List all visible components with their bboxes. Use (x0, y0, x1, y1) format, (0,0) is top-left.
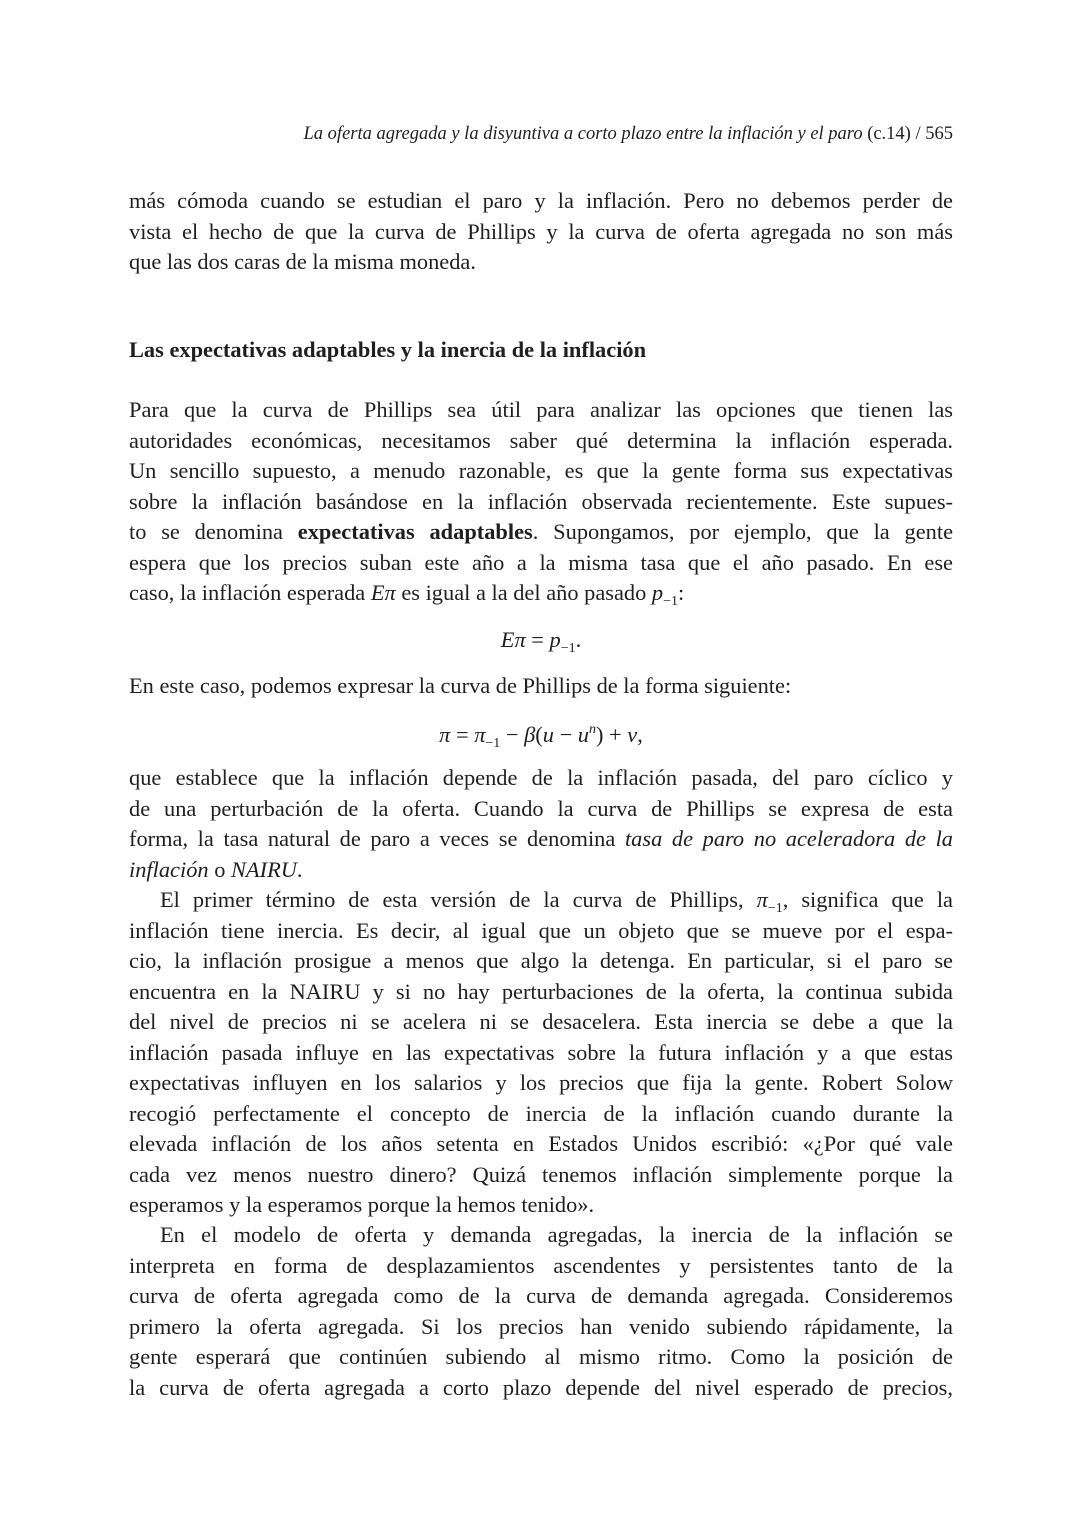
italic-term: NAIRU (231, 856, 297, 882)
text-line (129, 885, 953, 916)
superscript: n (589, 722, 596, 737)
text-line: Un sencillo supuesto, a menudo razonable, es que la gente forma sus expectativas (129, 458, 953, 483)
italic-term: π (756, 887, 768, 912)
text-line: interpreta en forma de desplazamientos ascendentes y persistentes tanto de la (129, 1252, 953, 1278)
text-run: . Supongamos, por ejemplo, que la gente (532, 519, 954, 544)
text-line (129, 824, 953, 855)
text-line: elevada inflación de los años setenta en Estados Unidos escribió: «¿Por qué vale (129, 1131, 953, 1156)
text-line: Las expectativas adaptables y la inercia de la inflación (129, 337, 647, 362)
italic-term: v (627, 722, 638, 747)
bold-term: expectativas adaptables (297, 519, 533, 544)
text-line: vista el hecho de que la curva de Phillips y la curva de oferta agregada no son más (129, 218, 953, 244)
italic-term: tasa de paro no aceleradora de la (624, 826, 953, 851)
text-line: autoridades económicas, necesitamos saber qué determina la inflación esperada. (129, 427, 953, 453)
text-run: caso, la inflación esperada (129, 580, 371, 605)
text-line: cada vez menos nuestro dinero? Quizá tenemos inflación simplemente porque la (129, 1161, 953, 1187)
text-line: esperamos y la esperamos porque la hemos tenido». (129, 1192, 595, 1217)
subscript: −1 (663, 594, 679, 609)
text-run: − (553, 722, 578, 747)
subscript: −1 (767, 901, 783, 916)
text-run: = (450, 722, 475, 747)
text-line: expectativas influyen en los salarios y los precios que fija la gente. Robert Solow (129, 1070, 953, 1095)
paragraph (129, 186, 953, 278)
paragraph (129, 671, 953, 702)
equation (129, 715, 953, 751)
text-line (129, 625, 953, 656)
text-line: de una perturbación de la oferta. Cuando la curva de Phillips se expresa de esta (129, 795, 953, 821)
text-line: inflación tiene inercia. Es decir, al igual que un objeto que se mueve por el espa- (129, 917, 953, 943)
text-line: primero la oferta agregada. Si los precios han venido subiendo rápidamente, la (129, 1313, 953, 1339)
italic-term: π (474, 722, 486, 747)
text-line (129, 517, 953, 548)
text-line: cio, la inflación prosigue a menos que algo la detenga. En particular, si el paro se (129, 948, 953, 973)
text-line: sobre la inflación basándose en la inflación observada recientemente. Este supues- (129, 488, 953, 514)
italic-term: u (577, 722, 589, 747)
italic-term: Eπ (370, 580, 396, 605)
italic-term: p (549, 627, 561, 652)
section-heading (129, 335, 953, 366)
italic-term: Eπ (500, 627, 526, 652)
text-run: o (208, 856, 231, 882)
text-line (129, 715, 953, 751)
paragraph (129, 395, 953, 609)
page-number: / 565 (910, 124, 953, 144)
equation (129, 625, 953, 656)
text-run: to se denomina (129, 519, 298, 544)
text-line: curva de oferta agregada como de la curva de demanda agregada. Consideremos (129, 1283, 953, 1308)
text-run: : (678, 580, 685, 605)
text-line: la curva de oferta agregada a corto plazo depende del nivel esperado de precios, (129, 1374, 953, 1400)
text-line: Para que la curva de Phillips sea útil para analizar las opciones que tienen las (129, 397, 953, 422)
italic-term: u (542, 722, 554, 747)
text-run: , (637, 722, 643, 747)
text-run: es igual a la del año pasado (395, 580, 652, 605)
text-run: = (525, 627, 550, 652)
text-run: , significa que la (782, 887, 953, 912)
text-line: espera que los precios suban este año a la misma tasa que el año pasado. En ese (129, 549, 953, 575)
subscript: −1 (485, 736, 501, 751)
text-line (129, 855, 953, 886)
running-header-chapter: (c.14) (862, 124, 911, 144)
text-line (129, 578, 953, 609)
text-run: . (296, 856, 303, 882)
text-line: En el modelo de oferta y demanda agregadas, la inercia de la inflación se (160, 1222, 953, 1247)
text-line: que las dos caras de la misma moneda. (129, 249, 476, 274)
italic-term: inflación (129, 856, 209, 882)
text-run: ) + (596, 722, 628, 747)
text-run: − (500, 722, 525, 747)
text-run: forma, la tasa natural de paro a veces se denomina (129, 826, 625, 851)
paragraph (129, 885, 953, 1221)
text-run: El primer término de esta versión de la curva de Phillips, (160, 887, 757, 912)
paragraph (129, 763, 953, 885)
paragraph (129, 1220, 953, 1403)
text-line: encuentra en la NAIRU y si no hay perturbaciones de la oferta, la continua subida (129, 978, 953, 1004)
text-run: ( (535, 722, 543, 747)
subscript: −1 (560, 641, 576, 656)
italic-term: π (439, 722, 451, 747)
running-header (304, 124, 953, 145)
text-run: . (575, 627, 582, 652)
running-header-title: La oferta agregada y la disyuntiva a corto plazo entre la inflación y el paro (303, 124, 863, 144)
text-line: inflación pasada influye en las expectativas sobre la futura inflación y a que estas (129, 1039, 953, 1065)
italic-term: p (651, 580, 664, 605)
text-line: recogió perfectamente el concepto de inercia de la inflación cuando durante la (129, 1100, 953, 1126)
text-line: gente esperará que continúen subiendo al mismo ritmo. Como la posición de (129, 1344, 953, 1369)
text-line: En este caso, podemos expresar la curva de Phillips de la forma siguiente: (129, 673, 792, 698)
text-line: que establece que la inflación depende de la inflación pasada, del paro cíclico y (129, 765, 953, 790)
italic-term: β (524, 722, 536, 747)
text-line: del nivel de precios ni se acelera ni se desacelera. Esta inercia se debe a que la (129, 1009, 953, 1034)
text-line: más cómoda cuando se estudian el paro y la inflación. Pero no debemos perder de (129, 188, 953, 213)
